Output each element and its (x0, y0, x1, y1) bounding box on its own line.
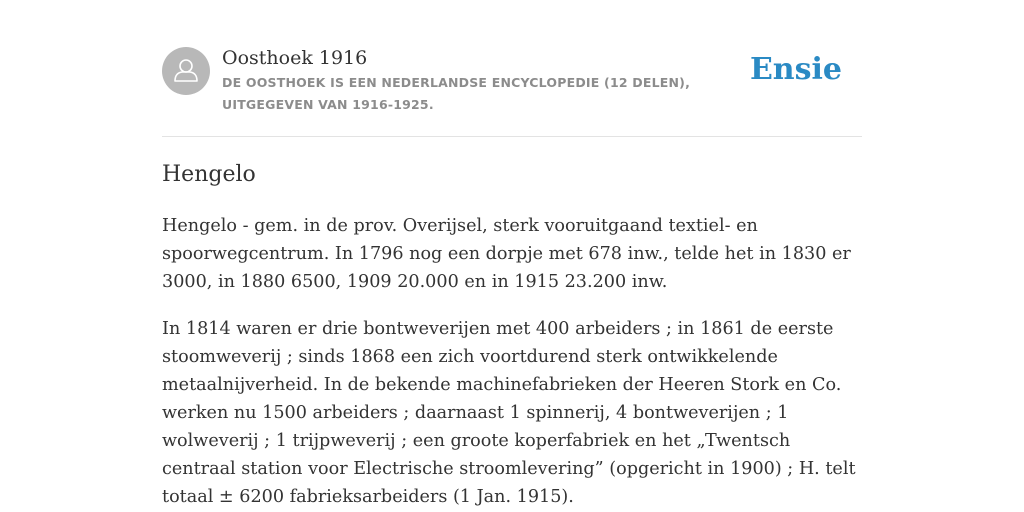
article-paragraph: Hengelo - gem. in de prov. Overijsel, sterk vooruitgaand textiel- en spoorwegcentrum. In 1796 nog een dorpje met 678 inw., telde het in 1830 er 3000, in 1880 6500, 1909 20.000 en in 1915 23.200 inw. (162, 216, 851, 292)
source-title[interactable]: Oosthoek 1916 (222, 47, 368, 69)
source-header (162, 44, 862, 137)
source-description: DE OOSTHOEK IS EEN NEDERLANDSE ENCYCLOPEDIE (12 DELEN), UITGEGEVEN VAN 1916-1925. (222, 75, 691, 112)
article-title: Hengelo (162, 162, 256, 187)
article-body (162, 212, 867, 512)
user-icon (162, 47, 210, 95)
brand-logo[interactable]: Ensie (749, 52, 842, 87)
article-paragraph: In 1814 waren er drie bontweverijen met 400 arbeiders ; in 1861 de eerste stoomweverij ; sinds 1868 een zich voortdurend sterk ontwikkelende metaalnijverheid. In de bekende machinefabrieken der Heeren Stork en Co. werken nu 1500 arbeiders ; daarnaast 1 spinnerij, 4 bontweverijen ; 1 wolweverij ; 1 trijpweverij ; een groote koperfabriek en het „Twentsch centraal station voor Electrische stroomlevering” (opgericht in 1900) ; H. telt totaal ± 6200 fabrieksarbeiders (1 Jan. 1915). (162, 319, 856, 507)
